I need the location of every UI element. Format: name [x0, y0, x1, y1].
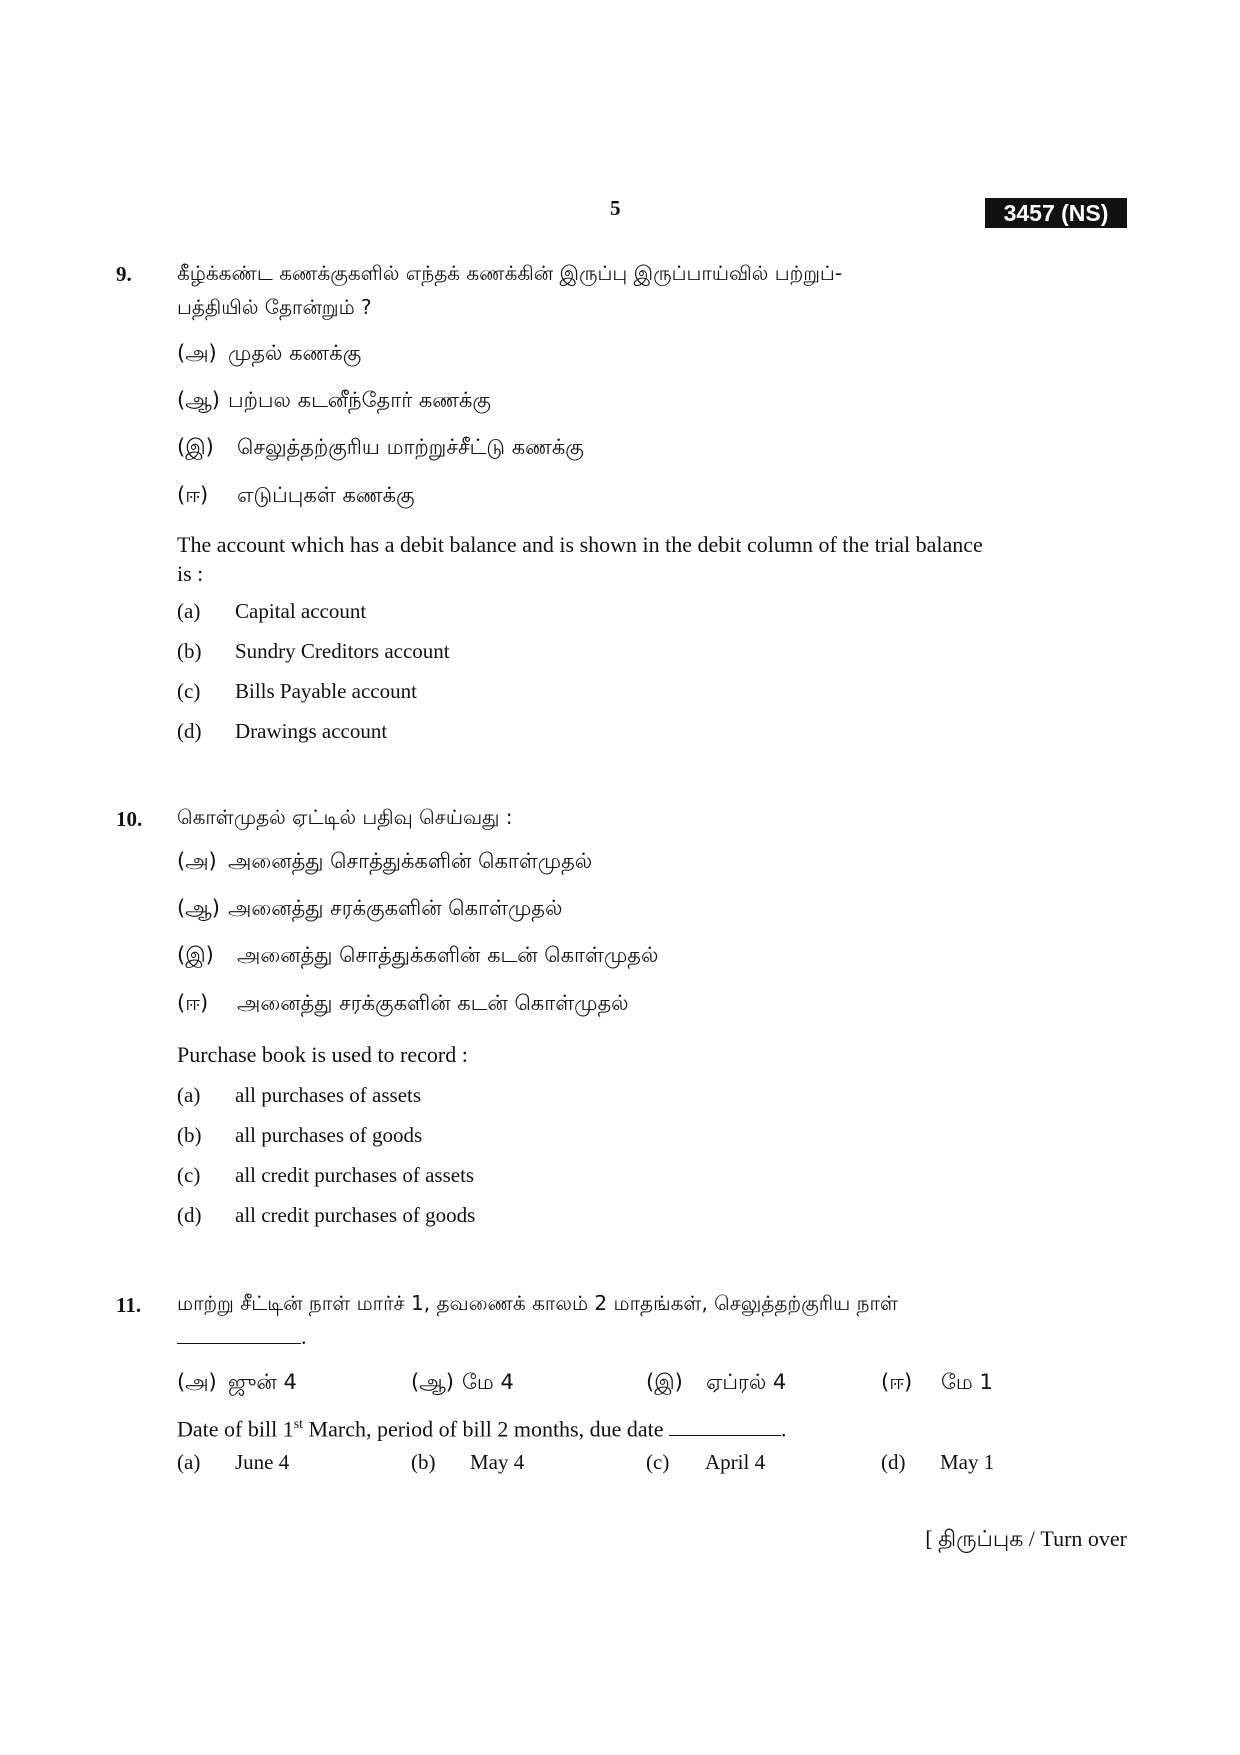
q11-english-option-text: May 4 [470, 1450, 525, 1474]
q9-english-option-text: Drawings account [235, 719, 388, 743]
q9-tamil-option-text: செலுத்தற்குரிய மாற்றுச்சீட்டு கணக்கு [237, 435, 584, 459]
q11-english-question-end: . [781, 1416, 787, 1442]
q9-english-question-line2: is : [177, 561, 204, 586]
q9-tamil-question-line1: கீழ்க்கண்ட கணக்குகளில் எந்தக் கணக்கின் இருப்பு இருப்பாய்வில் பற்றுப்- [177, 261, 843, 285]
q9-tamil-option-text: பற்பல கடனீந்தோர் கணக்கு [228, 388, 491, 412]
question-number-10: 10. [116, 807, 143, 831]
q11-tamil-option-label: (இ) [646, 1370, 683, 1394]
q9-tamil-option-text: முதல் கணக்கு [228, 341, 362, 365]
q11-english-option-text: May 1 [940, 1450, 995, 1474]
q9-english-option-label: (b) [177, 639, 202, 663]
q10-english-option-label: (a) [177, 1083, 201, 1107]
page-number: 5 [610, 196, 621, 220]
q11-english-question-pre: Date of bill 1 [177, 1416, 294, 1442]
q11-english-option-label: (d) [881, 1450, 906, 1474]
q10-tamil-option-text: அனைத்து சரக்குகளின் கடன் கொள்முதல் [237, 991, 629, 1015]
q11-tamil-option-text: மே 4 [462, 1370, 514, 1394]
q11-tamil-option-text: ஏப்ரல் 4 [706, 1370, 787, 1394]
q10-tamil-option-label: (அ) [177, 849, 217, 873]
q11-english-option-text: April 4 [705, 1450, 766, 1474]
q11-english-option-label: (b) [411, 1450, 436, 1474]
q9-english-option-text: Bills Payable account [235, 679, 417, 703]
q10-tamil-option-text: அனைத்து சொத்துக்களின் கடன் கொள்முதல் [237, 943, 659, 967]
q10-english-option-label: (b) [177, 1123, 202, 1147]
q11-tamil-blank-end: . [301, 1324, 307, 1349]
q9-tamil-option-label: (ஆ) [177, 388, 220, 412]
q10-tamil-question: கொள்முதல் ஏட்டில் பதிவு செய்வது : [177, 805, 513, 829]
q9-tamil-option-label: (இ) [177, 435, 214, 459]
q11-english-question [177, 1410, 787, 1444]
q9-english-option-text: Sundry Creditors account [235, 639, 450, 663]
q10-english-option-label: (c) [177, 1163, 201, 1187]
q9-tamil-option-text: எடுப்புகள் கணக்கு [237, 483, 415, 507]
paper-code-badge: 3457 (NS) [985, 198, 1127, 228]
q9-tamil-option-label: (அ) [177, 341, 217, 365]
q10-tamil-option-text: அனைத்து சொத்துக்களின் கொள்முதல் [228, 849, 593, 873]
q11-english-option-label: (a) [177, 1450, 201, 1474]
q9-english-option-label: (c) [177, 679, 201, 703]
q9-english-option-label: (d) [177, 719, 202, 743]
q11-english-question-sup: st [293, 1417, 304, 1432]
q10-tamil-option-label: (ஈ) [177, 991, 209, 1015]
q9-english-option-label: (a) [177, 599, 201, 623]
q11-tamil-option-label: (ஆ) [411, 1370, 454, 1394]
q10-tamil-option-text: அனைத்து சரக்குகளின் கொள்முதல் [228, 896, 563, 920]
q11-tamil-question: மாற்று சீட்டின் நாள் மார்ச் 1, தவணைக் காலம் 2 மாதங்கள், செலுத்தற்குரிய நாள் [177, 1291, 898, 1315]
q10-tamil-option-label: (ஆ) [177, 896, 220, 920]
turn-over-footer: [ திருப்புக / Turn over [925, 1526, 1127, 1551]
q11-english-option-text: June 4 [235, 1450, 290, 1474]
q10-english-option-text: all purchases of goods [235, 1123, 423, 1147]
answer-blank [669, 1417, 781, 1436]
q11-tamil-option-label: (ஈ) [881, 1370, 913, 1394]
q9-english-question-line1: The account which has a debit balance and is shown in the debit column of the trial balance [177, 532, 983, 557]
question-number-9: 9. [116, 262, 132, 286]
q11-english-question-post: March, period of bill 2 months, due date [303, 1416, 670, 1442]
question-number-11: 11. [116, 1293, 142, 1317]
q9-english-option-text: Capital account [235, 599, 367, 623]
q9-tamil-question-line2: பத்தியில் தோன்றும் ? [177, 295, 372, 319]
q10-english-option-text: all credit purchases of goods [235, 1203, 476, 1227]
q11-tamil-option-label: (அ) [177, 1370, 217, 1394]
q9-tamil-option-label: (ஈ) [177, 483, 209, 507]
answer-blank [177, 1325, 301, 1344]
q11-tamil-option-text: மே 1 [941, 1370, 993, 1394]
q10-tamil-option-label: (இ) [177, 943, 214, 967]
q10-english-question: Purchase book is used to record : [177, 1042, 468, 1067]
q11-tamil-option-text: ஜுன் 4 [228, 1370, 297, 1394]
q10-english-option-label: (d) [177, 1203, 202, 1227]
q11-english-option-label: (c) [646, 1450, 670, 1474]
q11-tamil-answer-blank [177, 1322, 307, 1352]
q10-english-option-text: all credit purchases of assets [235, 1163, 475, 1187]
q10-english-option-text: all purchases of assets [235, 1083, 422, 1107]
